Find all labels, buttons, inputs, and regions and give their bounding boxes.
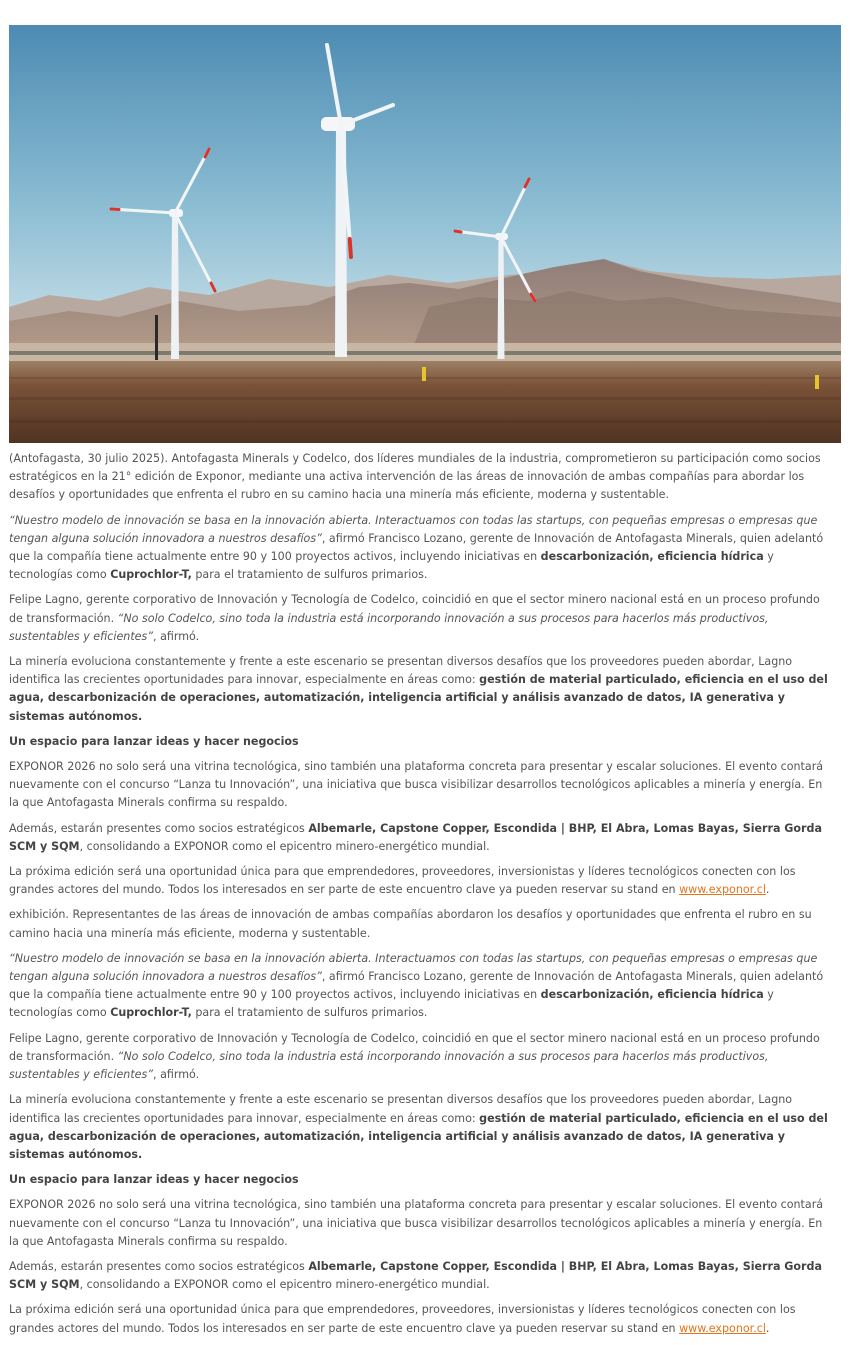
lozano-quote-paragraph: “Nuestro modelo de innovación se basa en la innovación abierta. Interactuamos con todas las startups, con pequeñas empresas o empresas que tengan alguna solución innovadora a nuestros desafíos”, afirmó Francisco Lozano, gerente de Innovación de Antofagasta Minerals, quien adelantó que la compañía tiene actualmente entre 90 y 100 proyectos activos, incluyendo iniciativas en descarbonización, eficiencia hídrica y tecnologías como Cuprochlor-T, para el tratamiento de sulfuros primarios. [9, 513, 824, 582]
exhibition-paragraph: exhibición. Representantes de las áreas de innovación de ambas compañías abordaron los desafíos y oportunidades que enfrenta el rubro en su camino hacia una minería más eficiente, moderna y sustentable. [9, 908, 812, 940]
lagno-quote-paragraph: Felipe Lagno, gerente corporativo de Innovación y Tecnología de Codelco, coincidió en que el sector minero nacional está en un proceso profundo de transformación. “No solo Codelco, sino toda la industria está incorporando innovación a sus procesos para hacerlos más productivos, sustentables y eficientes”, afirmó. [9, 593, 820, 643]
partners-paragraph: Además, estarán presentes como socios estratégicos Albemarle, Capstone Copper, Escondida | BHP, El Abra, Lomas Bayas, Sierra Gorda SCM y SQM, consolidando a EXPONOR como el epicentro minero-energético mundial. [9, 821, 822, 853]
opportunities-paragraph: La minería evoluciona constantemente y frente a este escenario se presentan diversos desafíos que los proveedores pueden abordar, Lagno identifica las crecientes oportunidades para innovar, especialmente en áreas como: gestión de material particulado, eficiencia en el uso del agua, descarbonización de operaciones, automatización, inteligencia artificial y análisis avanzado de datos, IA generativa y sistemas autónomos. [9, 1093, 828, 1161]
closing-paragraph: La próxima edición será una oportunidad única para que emprendedores, proveedores, inversionistas y líderes tecnológicos conecten con los grandes actores del mundo. Todos los interesados en ser parte de este encuentro clave ya pueden reservar su stand en www.exponor.cl. [9, 1303, 796, 1335]
opportunities-paragraph: La minería evoluciona constantemente y frente a este escenario se presentan diversos desafíos que los proveedores pueden abordar, Lagno identifica las crecientes oportunidades para innovar, especialmente en áreas como: gestión de material particulado, eficiencia en el uso del agua, descarbonización de operaciones, automatización, inteligencia artificial y análisis avanzado de datos, IA generativa y sistemas autónomos. [9, 655, 828, 723]
exponor-2026-paragraph: EXPONOR 2026 no solo será una vitrina tecnológica, sino también una plataforma concreta para presentar y escalar soluciones. El evento contará nuevamente con el concurso “Lanza tu Innovación”, una iniciativa que busca visibilizar desarrollos tecnológicos aplicables a minería y energía. En la que Antofagasta Minerals confirma su respaldo. [9, 760, 824, 810]
lagno-quote: “No solo Codelco, sino toda la industria está incorporando innovación a sus procesos para hacerlos más productivos, sustentables y eficientes” [9, 611, 769, 643]
exponor-link[interactable]: www.exponor.cl [679, 1321, 766, 1335]
intro-paragraph: (Antofagasta, 30 julio 2025). Antofagasta Minerals y Codelco, dos líderes mundiales de la industria, comprometieron su participación como socios estratégicos en la 21° edición de Exponor, mediante una activa intervención de las áreas de innovación de ambas compañías para abordar los desafíos y oportunidades que enfrenta el rubro en su camino hacia una minería más eficiente, moderna y sustentable. [9, 452, 821, 502]
exponor-2026-paragraph: EXPONOR 2026 no solo será una vitrina tecnológica, sino también una plataforma concreta para presentar y escalar soluciones. El evento contará nuevamente con el concurso “Lanza tu Innovación”, una iniciativa que busca visibilizar desarrollos tecnológicos aplicables a minería y energía. En la que Antofagasta Minerals confirma su respaldo. [9, 1198, 824, 1248]
lagno-quote: “No solo Codelco, sino toda la industria está incorporando innovación a sus procesos para hacerlos más productivos, sustentables y eficientes” [9, 1049, 769, 1082]
exponor-link[interactable]: www.exponor.cl [679, 883, 766, 897]
article-body [9, 450, 835, 1345]
lozano-quote-paragraph: “Nuestro modelo de innovación se basa en la innovación abierta. Interactuamos con todas las startups, con pequeñas empresas o empresas que tengan alguna solución innovadora a nuestros desafíos”, afirmó Francisco Lozano, gerente de Innovación de Antofagasta Minerals, quien adelantó que la compañía tiene actualmente entre 90 y 100 proyectos activos, incluyendo iniciativas en descarbonización, eficiencia hídrica y tecnologías como Cuprochlor-T, para el tratamiento de sulfuros primarios. [9, 951, 824, 1020]
lozano-quote: “Nuestro modelo de innovación se basa en la innovación abierta. Interactuamos con todas las startups, con pequeñas empresas o empresas que tengan alguna solución innovadora a nuestros desafíos” [9, 951, 818, 984]
section-heading: Un espacio para lanzar ideas y hacer negocios [9, 734, 299, 748]
section-heading: Un espacio para lanzar ideas y hacer negocios [9, 1173, 299, 1187]
closing-paragraph: La próxima edición será una oportunidad única para que emprendedores, proveedores, inversionistas y líderes tecnológicos conecten con los grandes actores del mundo. Todos los interesados en ser parte de este encuentro clave ya pueden reservar su stand en www.exponor.cl. [9, 865, 796, 897]
hero-image-wind-farm [9, 25, 841, 443]
lagno-quote-paragraph: Felipe Lagno, gerente corporativo de Innovación y Tecnología de Codelco, coincidió en que el sector minero nacional está en un proceso profundo de transformación. “No solo Codelco, sino toda la industria está incorporando innovación a sus procesos para hacerlos más productivos, sustentables y eficientes”, afirmó. [9, 1031, 820, 1082]
partners-paragraph: Además, estarán presentes como socios estratégicos Albemarle, Capstone Copper, Escondida | BHP, El Abra, Lomas Bayas, Sierra Gorda SCM y SQM, consolidando a EXPONOR como el epicentro minero-energético mundial. [9, 1259, 822, 1292]
lozano-quote: “Nuestro modelo de innovación se basa en la innovación abierta. Interactuamos con todas las startups, con pequeñas empresas o empresas que tengan alguna solución innovadora a nuestros desafíos” [9, 513, 818, 545]
